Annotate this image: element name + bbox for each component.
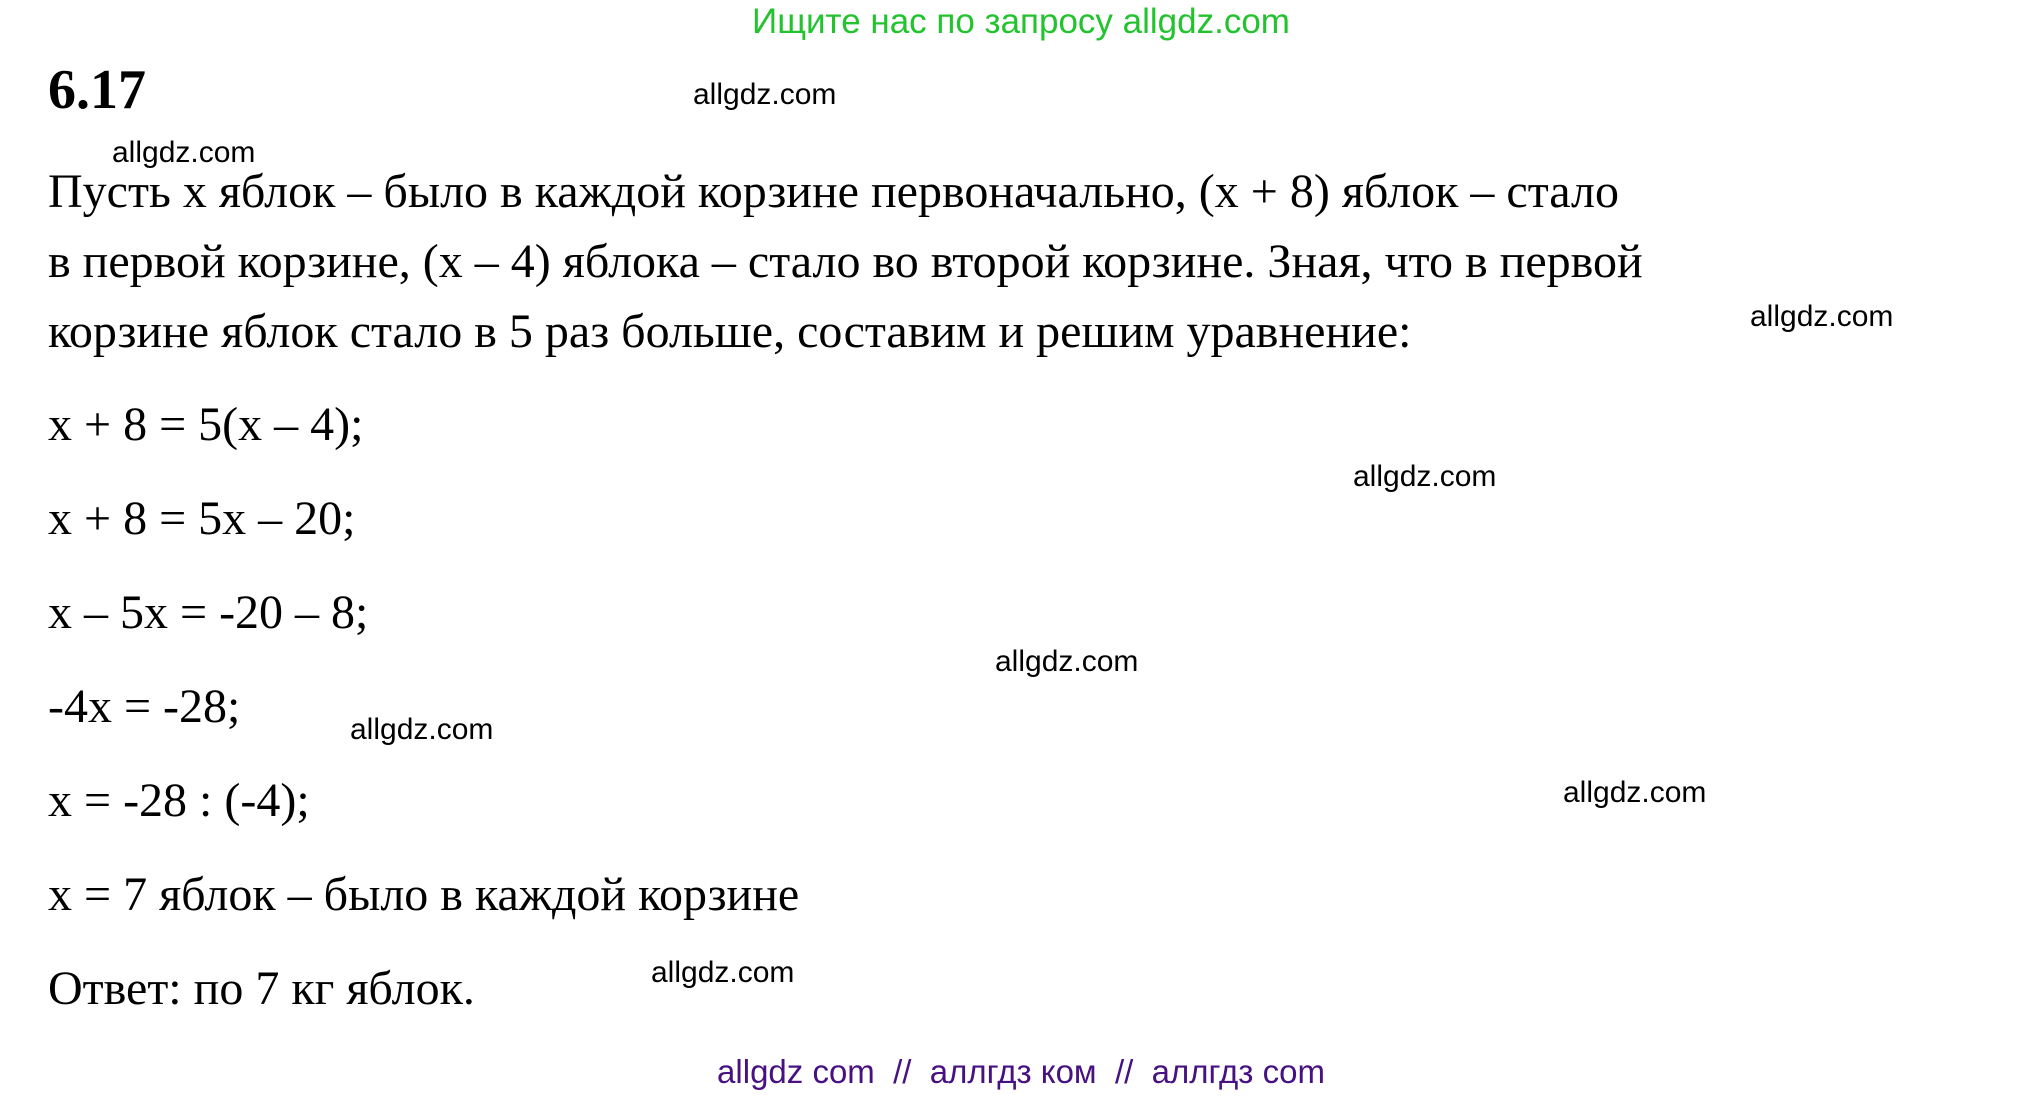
watermark-bottom: allgdz.com [651,956,795,989]
site-footer-aliases: allgdz com // аллгдз ком // аллгдз com [717,1053,1325,1090]
equation-step-2: х + 8 = 5х – 20; [48,492,356,545]
site-search-banner: Ищите нас по запросу allgdz.com [752,2,1290,41]
watermark-mid-right: allgdz.com [1353,460,1497,493]
watermark-center: allgdz.com [995,645,1139,678]
watermark-top-center: allgdz.com [693,78,837,111]
solution-paragraph-line-1: Пусть х яблок – было в каждой корзине первоначально, (х + 8) яблок – стало [48,165,1619,218]
equation-step-5: х = -28 : (-4); [48,774,310,827]
equation-result: х = 7 яблок – было в каждой корзине [48,868,800,921]
solution-paragraph-line-3: корзине яблок стало в 5 раз больше, составим и решим уравнение: [48,305,1412,358]
problem-number: 6.17 [48,59,146,121]
answer-text: Ответ: по 7 кг яблок. [48,962,475,1015]
solution-paragraph-line-2: в первой корзине, (х – 4) яблока – стало во второй корзине. Зная, что в первой [48,235,1643,288]
watermark-below-number: allgdz.com [112,136,256,169]
equation-step-4: -4х = -28; [48,680,241,733]
watermark-lower-right: allgdz.com [1563,776,1707,809]
equation-step-3: х – 5х = -20 – 8; [48,586,369,639]
equation-step-1: х + 8 = 5(х – 4); [48,398,364,451]
watermark-left: allgdz.com [350,713,494,746]
watermark-right-of-paragraph: allgdz.com [1750,300,1894,333]
